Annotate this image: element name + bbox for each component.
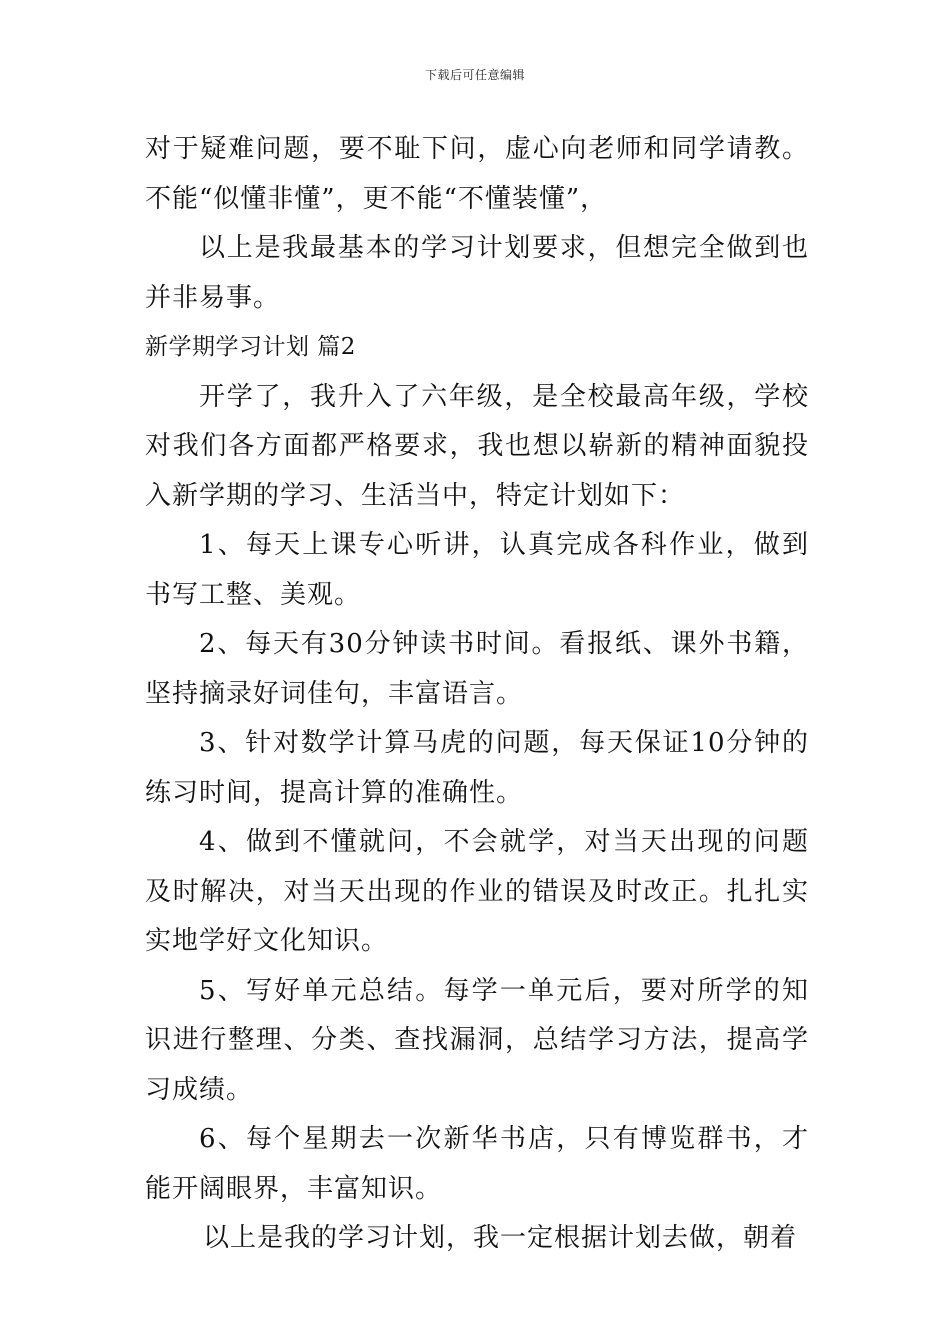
section-title: 新学期学习计划 篇2	[145, 334, 356, 360]
list-item-1: 1、每天上课专心听讲，认真完成各科作业，做到书写工整、美观。	[145, 530, 809, 610]
paragraph-summary: 以上是我最基本的学习计划要求，但想完全做到也并非易事。	[145, 233, 809, 313]
list-item-6: 6、每个星期去一次新华书店，只有博览群书，才能开阔眼界，丰富知识。	[145, 1124, 809, 1204]
paragraph-closing: 以上是我的学习计划，我一定根据计划去做，朝着	[203, 1223, 798, 1253]
paragraph-intro: 开学了，我升入了六年级，是全校最高年级，学校对我们各方面都严格要求，我也想以崭新的精神面貌投入新学期的学习、生活当中，特定计划如下：	[145, 381, 809, 511]
page-header: 下载后可任意编辑	[424, 68, 525, 82]
list-item-2: 2、每天有30分钟读书时间。看报纸、课外书籍，坚持摘录好词佳句，丰富语言。	[145, 629, 809, 709]
list-item-3: 3、针对数学计算马虎的问题，每天保证10分钟的练习时间，提高计算的准确性。	[145, 728, 809, 808]
list-item-4: 4、做到不懂就问，不会就学，对当天出现的问题及时解决，对当天出现的作业的错误及时改正。扎扎实实地学好文化知识。	[145, 827, 809, 956]
document-body	[145, 125, 809, 1264]
list-item-5: 5、写好单元总结。每学一单元后，要对所学的知识进行整理、分类、查找漏洞，总结学习方法，提高学习成绩。	[145, 975, 809, 1105]
paragraph-continuation: 对于疑难问题，要不耻下问，虚心向老师和同学请教。不能“似懂非懂”，更不能“不懂装懂”，	[145, 134, 809, 214]
